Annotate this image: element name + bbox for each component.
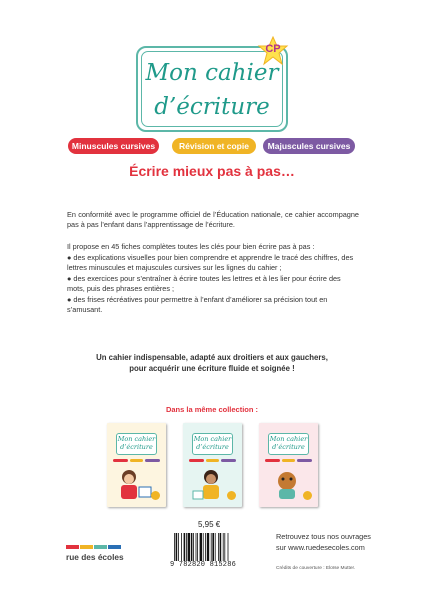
cover-pill xyxy=(145,459,160,462)
collection-cover-3 xyxy=(259,423,318,507)
cp-badge xyxy=(256,36,290,66)
collection-cover-2 xyxy=(183,423,242,507)
collection-label: Dans la même collection : xyxy=(165,405,259,414)
emphasis-line-2: pour acquérir une écriture fluide et soignée ! xyxy=(129,364,295,373)
child-illustration-icon xyxy=(115,467,155,503)
barcode-bar xyxy=(211,533,212,561)
barcode-bar xyxy=(200,533,202,561)
barcode-bar xyxy=(218,533,219,561)
barcode-bar xyxy=(224,533,225,561)
pill-revision: Révision et copie xyxy=(172,138,256,154)
barcode-bar xyxy=(197,533,198,561)
barcode-bar xyxy=(223,533,224,561)
barcode-bar xyxy=(220,533,222,561)
title-line-1: Mon cahier xyxy=(145,60,279,86)
publisher-color-bars xyxy=(66,545,122,549)
barcode-bar xyxy=(174,533,175,561)
cover-pill xyxy=(265,459,280,462)
barcode-bar xyxy=(207,533,209,561)
publisher-bar xyxy=(94,545,107,549)
title-line-2: d’écriture xyxy=(154,94,270,120)
isbn-digits: 9 782820 815286 xyxy=(170,561,254,569)
barcode-bar xyxy=(212,533,214,561)
publisher-bar xyxy=(66,545,79,549)
cover-credits: Crédits de couverture : Eloïse Mutter. xyxy=(276,566,356,571)
cover-pill xyxy=(113,459,128,462)
emphasis-block xyxy=(0,352,424,374)
cover-sticker xyxy=(151,491,160,500)
cover-sticker xyxy=(303,491,312,500)
barcode-bar xyxy=(193,533,194,561)
pill-minuscules: Minuscules cursives xyxy=(68,138,159,154)
barcode-bar xyxy=(181,533,182,561)
website-promo-line-2[interactable]: sur www.ruedesecoles.com xyxy=(276,542,365,552)
child-illustration-icon xyxy=(191,467,231,503)
publisher-bar xyxy=(80,545,93,549)
barcode-bar xyxy=(188,533,190,561)
intro-paragraph: En conformité avec le programme officiel de l’Éducation nationale, ce cahier accompagne pas à pas l’enfant dans l’apprentissage de l’écriture. xyxy=(67,210,359,230)
cover-pill xyxy=(206,459,219,462)
barcode-bar xyxy=(196,533,197,561)
animal-illustration-icon xyxy=(267,467,307,503)
price: 5,95 € xyxy=(198,520,221,529)
pill-majuscules: Majuscules cursives xyxy=(263,138,355,154)
cover-sticker xyxy=(227,491,236,500)
bullet-exercises: ● des exercices pour s’entraîner à écrire toutes les lettres et à les lier pour écrire des mots, puis des phrases entières ; xyxy=(67,274,341,294)
publisher-name: rue des écoles xyxy=(66,552,124,562)
offer-paragraph: Il propose en 45 fiches complètes toutes les clés pour bien écrire pas à pas : xyxy=(67,242,315,251)
cover-pill xyxy=(221,459,236,462)
barcode-bar xyxy=(178,533,179,561)
bullet-explanations: ● des explications visuelles pour bien comprendre et apprendre le tracé des chiffres, des lettres minuscules et majuscules cursives sur les lignes du cahier ; xyxy=(67,253,354,273)
website-promo-line-1: Retrouvez tous nos ouvrages xyxy=(276,532,371,541)
barcode-bar xyxy=(176,533,178,561)
cover-title: Mon cahier d’écriture xyxy=(117,435,156,451)
publisher-logo xyxy=(66,545,122,565)
website-promo xyxy=(276,532,406,553)
barcode-bar xyxy=(205,533,206,561)
emphasis-line-1: Un cahier indispensable, adapté aux droitiers et aux gauchers, xyxy=(96,353,328,362)
barcode-bar xyxy=(228,533,229,561)
collection-cover-1 xyxy=(107,423,166,507)
tagline: Écrire mieux pas à pas… xyxy=(129,163,295,179)
barcode-bar xyxy=(191,533,193,561)
barcode-bar xyxy=(184,533,186,561)
cover-title: Mon cahier d’écriture xyxy=(269,435,308,451)
cover-pill xyxy=(189,459,204,462)
publisher-bar xyxy=(108,545,121,549)
bullet-friezes: ● des frises récréatives pour permettre à l’enfant d’améliorer sa précision tout en s’amusant. xyxy=(67,295,328,315)
cover-pill xyxy=(282,459,295,462)
barcode-bar xyxy=(215,533,216,561)
barcode-bar xyxy=(203,533,204,561)
barcode-bar xyxy=(186,533,187,561)
barcode-icon xyxy=(174,533,250,561)
cp-badge-label: CP xyxy=(265,43,281,55)
cover-title: Mon cahier d’écriture xyxy=(193,435,232,451)
cover-pill xyxy=(130,459,143,462)
cover-pill xyxy=(297,459,312,462)
